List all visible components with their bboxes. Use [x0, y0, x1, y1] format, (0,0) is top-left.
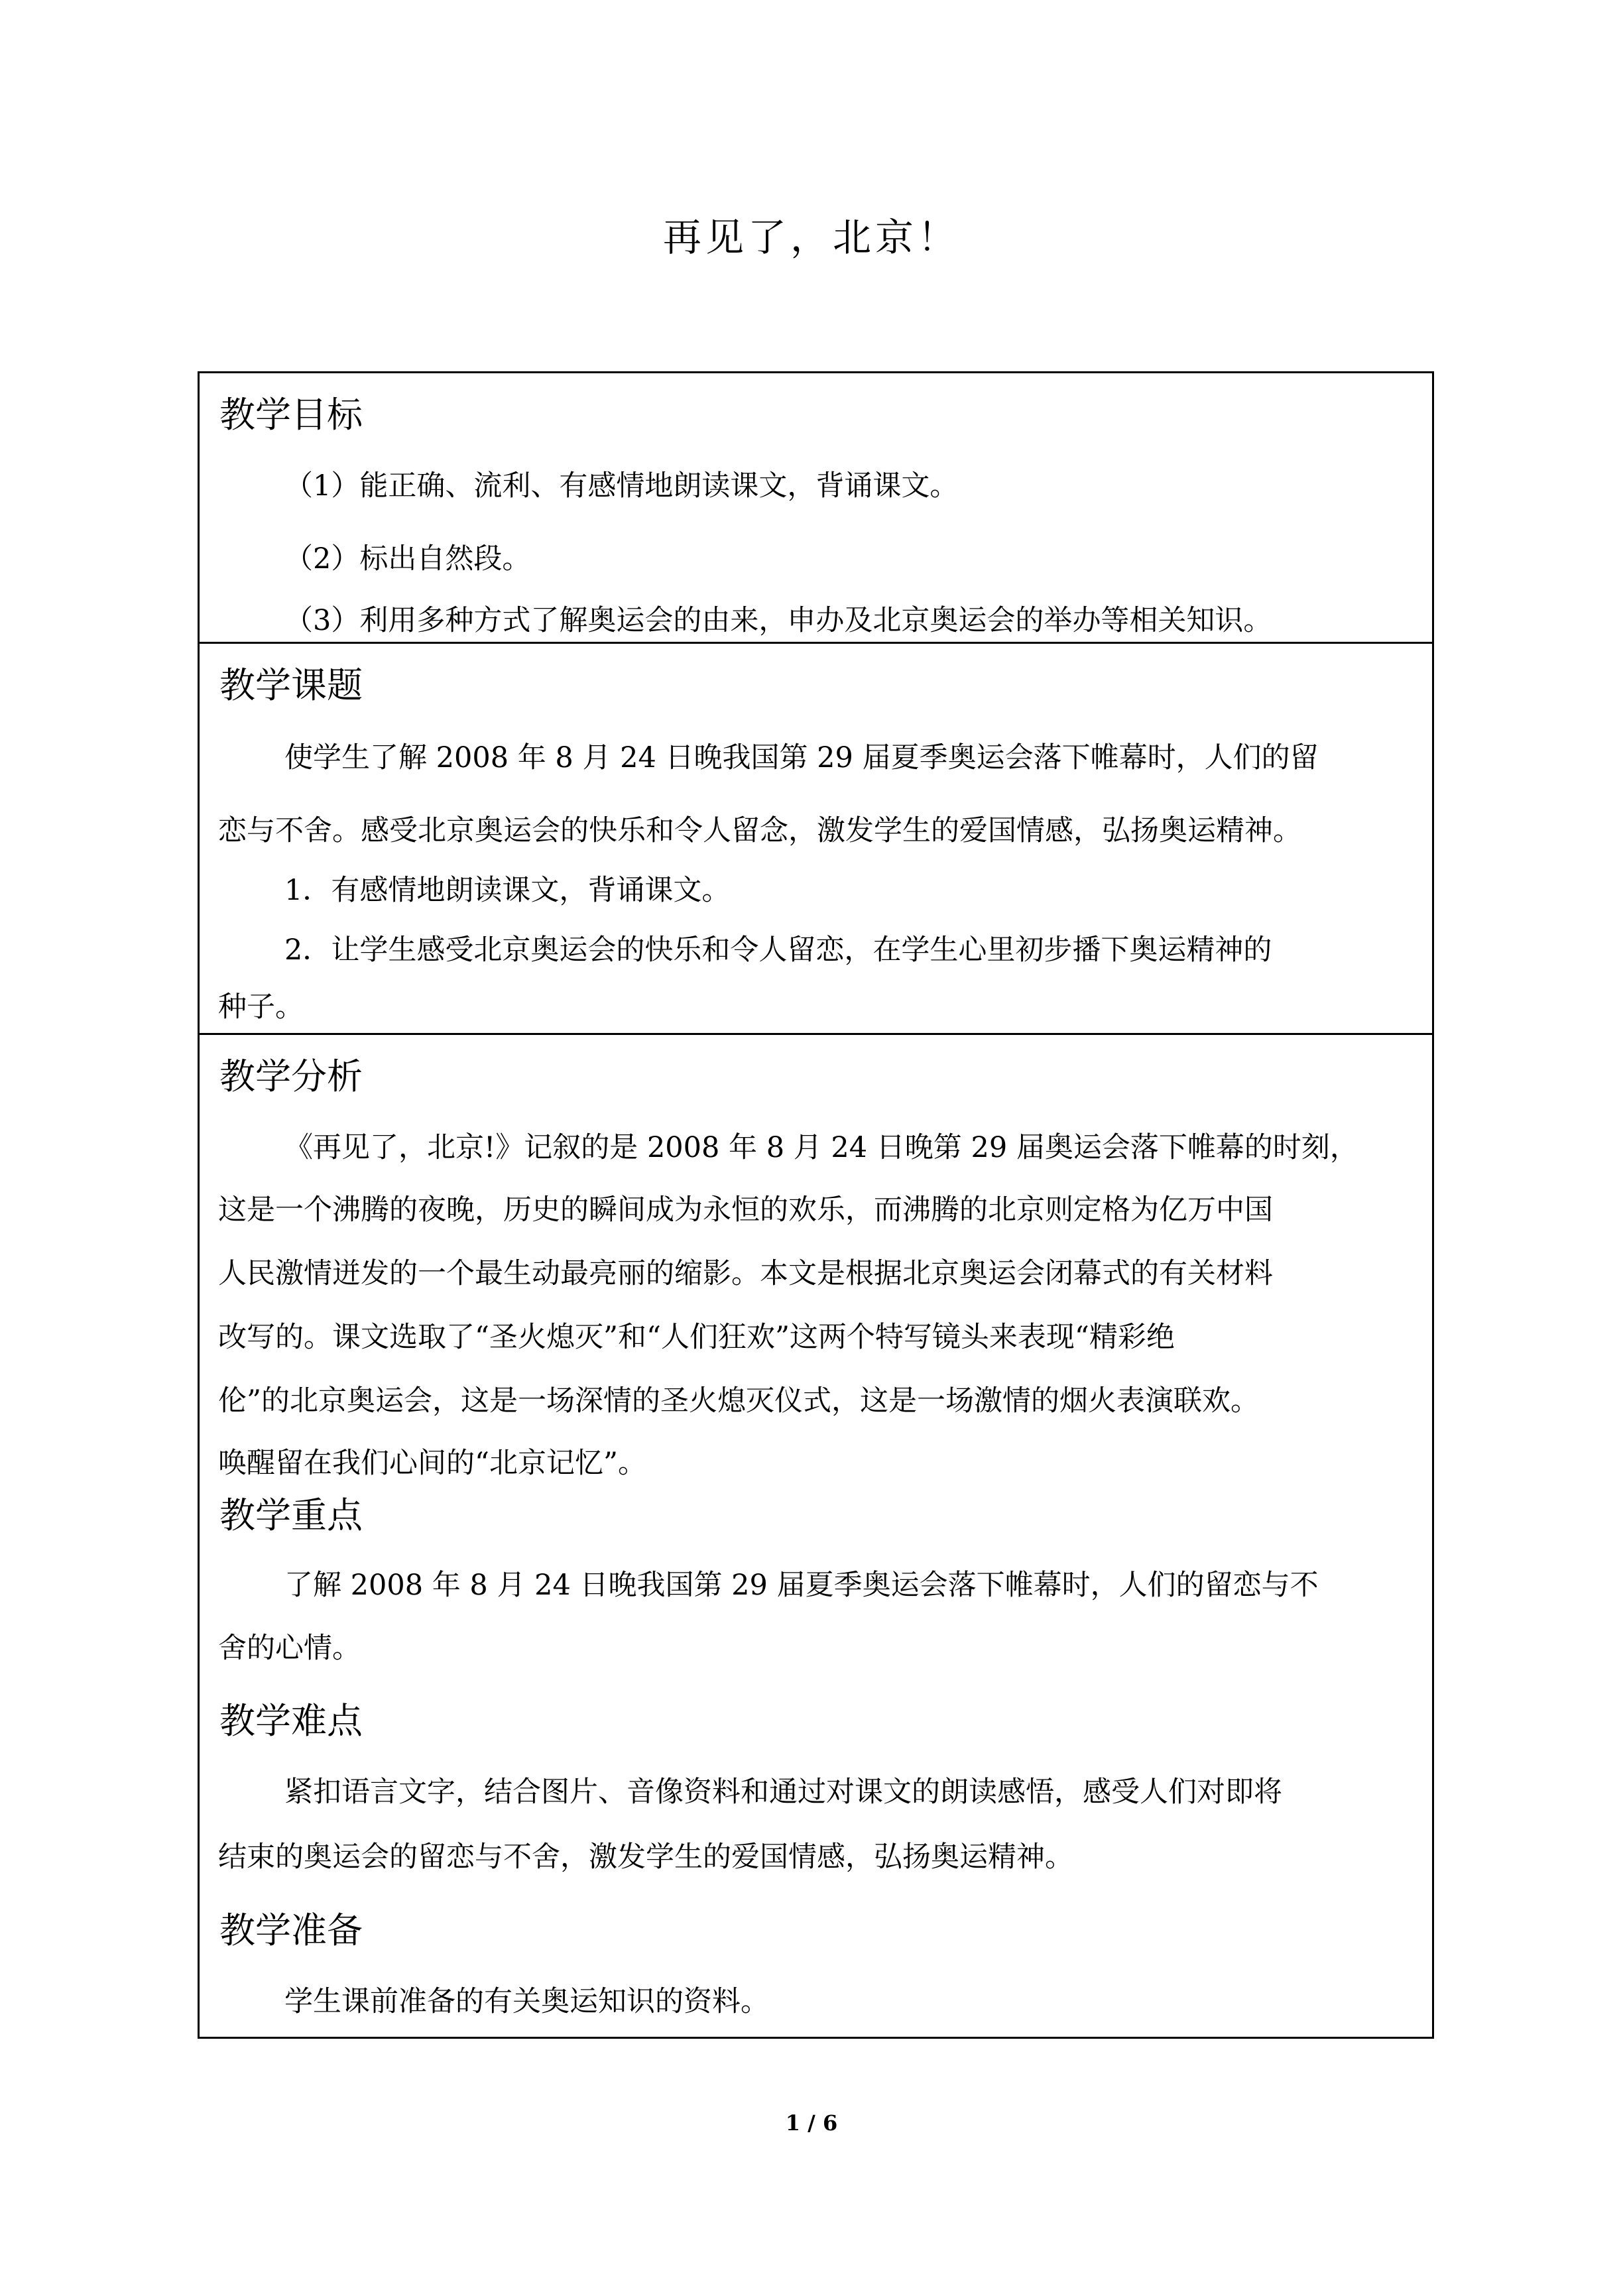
text-line: 改写的。课文选取了“圣火熄灭”和“人们狂欢”这两个特写镜头来表现“精彩绝: [218, 1321, 1175, 1354]
section-difficulties: [200, 1698, 1432, 1907]
section-analysis: [200, 1035, 1432, 1492]
section-heading: 教学难点: [219, 1700, 363, 1742]
section-objectives: [200, 373, 1432, 644]
text-line: 紧扣语言文字，结合图片、音像资料和通过对课文的朗读感悟，感受人们对即将: [284, 1776, 1282, 1809]
text-line: 这是一个沸腾的夜晚，历史的瞬间成为永恒的欢乐，而沸腾的北京则定格为亿万中国: [218, 1193, 1273, 1227]
section-heading: 教学准备: [219, 1909, 363, 1951]
text-line: 舍的心情。: [218, 1632, 361, 1665]
lesson-plan-table: [198, 371, 1434, 2039]
section-key-points: [200, 1492, 1432, 1698]
text-line: 使学生了解 2008 年 8 月 24 日晚我国第 29 届夏季奥运会落下帷幕时，人们的留: [284, 741, 1319, 774]
section-topic: [200, 644, 1432, 1035]
text-line: 2．让学生感受北京奥运会的快乐和令人留恋，在学生心里初步播下奥运精神的: [284, 934, 1272, 967]
page-number: 1 / 6: [785, 2110, 838, 2136]
text-line: 结束的奥运会的留恋与不舍，激发学生的爱国情感，弘扬奥运精神。: [218, 1841, 1073, 1874]
text-line: 伦”的北京奥运会，这是一场深情的圣火熄灭仪式，这是一场激情的烟火表演联欢。: [218, 1384, 1259, 1418]
text-line: （1）能正确、流利、有感情地朗读课文，背诵课文。: [284, 469, 959, 503]
text-line: 学生课前准备的有关奥运知识的资料。: [284, 1985, 769, 2018]
text-line: 人民激情迸发的一个最生动最亮丽的缩影。本文是根据北京奥运会闭幕式的有关材料: [218, 1257, 1273, 1290]
text-line: （2）标出自然段。: [284, 542, 531, 575]
document-title: 再见了，北京！: [662, 215, 960, 260]
text-line: 恋与不舍。感受北京奥运会的快乐和令人留念，激发学生的爱国情感，弘扬奥运精神。: [218, 814, 1301, 847]
section-heading: 教学课题: [219, 664, 363, 706]
section-preparation: [200, 1907, 1432, 2037]
section-heading: 教学重点: [219, 1494, 363, 1536]
text-line: 了解 2008 年 8 月 24 日晚我国第 29 届夏季奥运会落下帷幕时，人们的留恋与不: [284, 1569, 1319, 1602]
text-line: 《再见了，北京!》记叙的是 2008 年 8 月 24 日晚第 29 届奥运会落下帷幕的时刻，: [284, 1131, 1358, 1164]
text-line: 种子。: [218, 991, 304, 1024]
text-line: 唤醒留在我们心间的“北京记忆”。: [218, 1447, 646, 1480]
text-line: （3）利用多种方式了解奥运会的由来，申办及北京奥运会的举办等相关知识。: [284, 604, 1272, 637]
text-line: 1．有感情地朗读课文，背诵课文。: [284, 874, 731, 907]
section-heading: 教学分析: [219, 1056, 363, 1097]
section-heading: 教学目标: [219, 394, 363, 436]
